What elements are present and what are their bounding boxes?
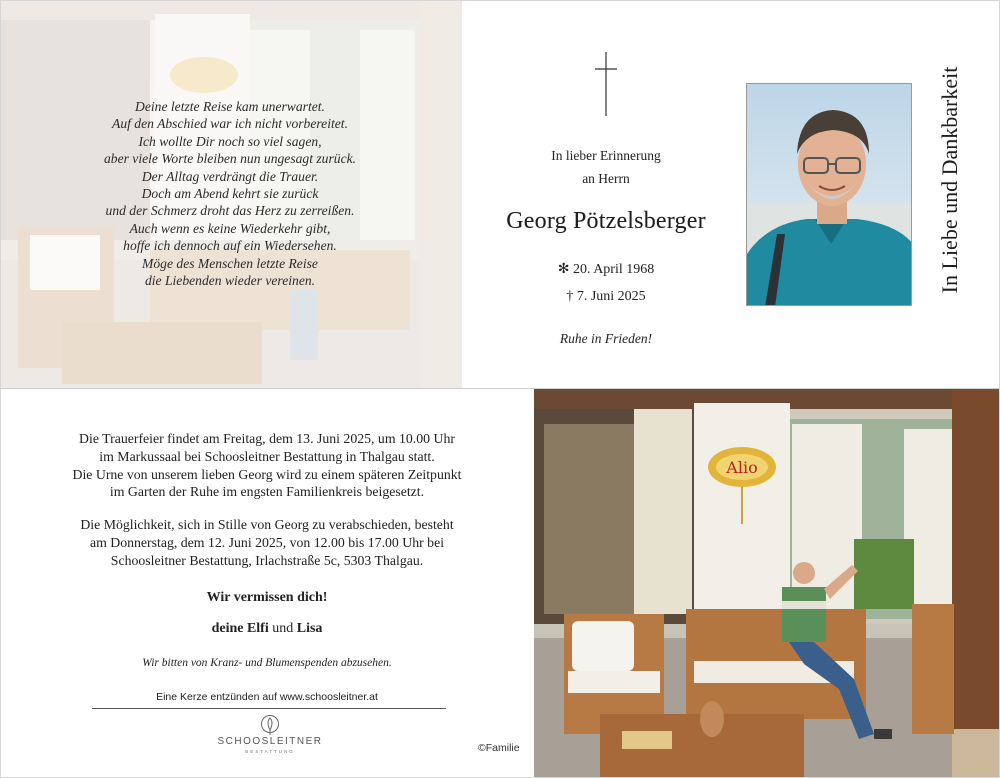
poem-line: Deine letzte Reise kam unerwartet. bbox=[135, 99, 325, 114]
poem-line: und der Schmerz droht das Herz zu zerreißen. bbox=[105, 203, 355, 219]
ceremony-line: Die Urne von unserem lieben Georg wird zu einem späteren Zeitpunkt bbox=[72, 466, 462, 482]
svg-text:Alio: Alio bbox=[726, 458, 758, 477]
family-prefix: deine bbox=[211, 621, 244, 636]
poem-line: Auch wenn es keine Wiederkehr gibt, bbox=[129, 220, 331, 236]
flowers-note: Wir bitten von Kranz- und Blumenspenden abzusehen. bbox=[142, 657, 392, 669]
poem-line: Der Alltag verdrängt die Trauer. bbox=[141, 168, 319, 184]
photo-credit: ©Familie bbox=[478, 742, 520, 754]
death-cross-icon: † bbox=[566, 289, 574, 304]
farewell-line: Die Möglichkeit, sich in Stille von Georg zu verabschieden, besteht bbox=[80, 517, 454, 532]
logo-wordmark: SCHOOSLEITNER bbox=[217, 736, 323, 747]
intro-line-1: In lieber Erinnerung bbox=[551, 148, 661, 163]
family-name-1: Elfi bbox=[246, 621, 269, 636]
poem-line: Möge des Menschen letzte Reise bbox=[142, 255, 318, 271]
birth-date-text: 20. April 1968 bbox=[572, 262, 655, 277]
farewell-line: am Donnerstag, dem 12. Juni 2025, von 12.00 bis 17.00 Uhr bei bbox=[89, 534, 445, 550]
ceremony-line: Die Trauerfeier findet am Freitag, dem 13. Juni 2025, um 10.00 Uhr bbox=[79, 431, 455, 446]
intro-line-2: an Herrn bbox=[582, 171, 630, 186]
logo-subline: BESTATTUNG bbox=[245, 749, 295, 754]
candle-link-note[interactable]: Eine Kerze entzünden auf www.schoosleitner.at bbox=[156, 691, 378, 703]
birth-star-icon: ✻ bbox=[557, 262, 570, 277]
ceremony-line: im Garten der Ruhe im engsten Familienkreis beigesetzt. bbox=[109, 484, 425, 500]
poem-line: aber viele Worte bleiben nun ungesagt zurück. bbox=[103, 151, 357, 167]
poem-line: hoffe ich dennoch auf ein Wiedersehen. bbox=[123, 238, 337, 254]
closing-phrase: Ruhe in Frieden! bbox=[559, 331, 653, 346]
death-date-text: 7. Juni 2025 bbox=[576, 289, 646, 304]
poem-line: Auf den Abschied war ich nicht vorbereitet. bbox=[112, 116, 348, 132]
poem-line: Ich wollte Dir noch so viel sagen, bbox=[138, 133, 322, 149]
family-name-2: Lisa bbox=[296, 621, 323, 636]
poem-line: Doch am Abend kehrt sie zurück bbox=[141, 186, 319, 202]
poem-line: die Liebenden wieder vereinen. bbox=[144, 273, 316, 289]
family-conjunction: und bbox=[272, 621, 294, 636]
vertical-dedication-text: In Liebe und Dankbarkeit bbox=[937, 66, 962, 294]
deceased-name: Georg Pötzelsberger bbox=[506, 208, 706, 234]
ceremony-line: im Markussaal bei Schoosleitner Bestattung in Thalgau statt. bbox=[99, 448, 435, 464]
miss-you-line: Wir vermissen dich! bbox=[206, 590, 328, 605]
farewell-line: Schoosleitner Bestattung, Irlachstraße 5c, 5303 Thalgau. bbox=[110, 552, 424, 568]
